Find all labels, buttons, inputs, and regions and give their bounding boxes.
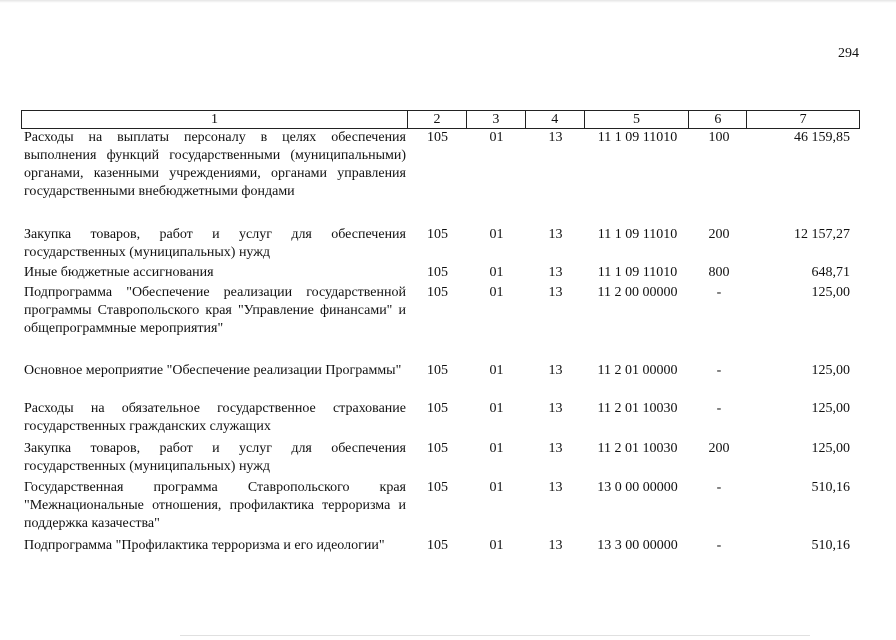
row-description: Подпрограмма "Профилактика терроризма и его идеологии"	[24, 538, 385, 553]
row-col-4: 13	[548, 227, 563, 242]
row-col-6: -	[716, 480, 722, 495]
row-col-3: 01	[489, 401, 504, 416]
header-col-5: 5	[585, 111, 690, 128]
row-col-6: 200	[708, 441, 730, 456]
row-description: Расходы на выплаты персоналу в целях обеспечения выполнения функций государственными (муниципальными) органами, казенными учреждениями, органами управления государственными внебюджетными фондами	[24, 130, 406, 199]
row-col-5: 13 0 00 00000	[597, 480, 678, 495]
table-row	[21, 400, 860, 436]
row-col-2: 105	[427, 363, 448, 378]
row-amount: 12 157,27	[794, 227, 850, 242]
row-col-2: 105	[427, 401, 448, 416]
header-col-2: 2	[408, 111, 467, 128]
row-col-3: 01	[489, 538, 504, 553]
row-description: Закупка товаров, работ и услуг для обеспечения государственных (муниципальных) нужд	[24, 441, 406, 474]
row-col-3: 01	[489, 480, 504, 495]
table-row	[21, 284, 860, 338]
header-col-4: 4	[526, 111, 585, 128]
row-amount: 125,00	[811, 363, 850, 378]
row-col-3: 01	[489, 265, 504, 280]
row-amount: 510,16	[811, 538, 850, 553]
header-col-6: 6	[689, 111, 747, 128]
header-col-1: 1	[22, 111, 408, 128]
page-number: 294	[838, 46, 859, 61]
row-col-3: 01	[489, 130, 504, 145]
row-col-5: 11 2 01 00000	[597, 363, 678, 378]
row-col-5: 11 2 01 10030	[597, 401, 678, 416]
scan-edge-bottom	[180, 635, 810, 636]
row-col-5: 11 2 01 10030	[597, 441, 678, 456]
row-col-6: -	[716, 538, 722, 553]
row-col-2: 105	[427, 480, 448, 495]
header-col-7: 7	[799, 112, 807, 127]
table-row	[21, 440, 860, 476]
table-row	[21, 362, 860, 380]
row-col-3: 01	[489, 285, 504, 300]
row-col-2: 105	[427, 441, 448, 456]
row-amount: 125,00	[811, 441, 850, 456]
table-row	[21, 537, 860, 555]
row-col-3: 01	[489, 441, 504, 456]
table-row	[21, 226, 860, 262]
row-col-6: 800	[708, 265, 730, 280]
row-description: Основное мероприятие "Обеспечение реализации Программы"	[24, 363, 402, 378]
row-description: Закупка товаров, работ и услуг для обеспечения государственных (муниципальных) нужд	[24, 227, 406, 260]
table-row	[21, 129, 860, 201]
row-col-5: 11 1 09 11010	[597, 227, 678, 242]
row-col-6: 200	[708, 227, 730, 242]
row-col-2: 105	[427, 538, 448, 553]
row-amount: 510,16	[811, 480, 850, 495]
row-col-5: 11 2 00 00000	[597, 285, 678, 300]
scan-edge-top	[0, 0, 896, 3]
row-col-5: 13 3 00 00000	[597, 538, 678, 553]
table-row	[21, 264, 860, 282]
row-col-2: 105	[427, 285, 448, 300]
row-col-4: 13	[548, 130, 563, 145]
row-col-3: 01	[489, 363, 504, 378]
row-amount: 125,00	[811, 401, 850, 416]
row-col-2: 105	[427, 265, 448, 280]
row-description: Расходы на обязательное государственное страхование государственных гражданских служащих	[24, 401, 406, 434]
row-col-4: 13	[548, 441, 563, 456]
row-description: Подпрограмма "Обеспечение реализации государственной программы Ставропольского края "Управление финансами" и общепрограммные мероприятия"	[24, 285, 406, 336]
row-col-4: 13	[548, 265, 563, 280]
row-col-4: 13	[548, 538, 563, 553]
row-col-4: 13	[548, 480, 563, 495]
row-col-4: 13	[548, 363, 563, 378]
row-description: Государственная программа Ставропольского края "Межнациональные отношения, профилактика терроризма и поддержка казачества"	[24, 480, 406, 531]
row-col-5: 11 1 09 11010	[597, 130, 678, 145]
row-col-6: -	[716, 285, 722, 300]
row-col-6: -	[716, 363, 722, 378]
row-col-3: 01	[489, 227, 504, 242]
row-amount: 125,00	[811, 285, 850, 300]
row-col-2: 105	[427, 130, 448, 145]
table-row	[21, 479, 860, 533]
table-header	[21, 110, 860, 129]
row-col-2: 105	[427, 227, 448, 242]
row-col-4: 13	[548, 285, 563, 300]
header-col-3: 3	[467, 111, 526, 128]
row-description: Иные бюджетные ассигнования	[24, 265, 214, 280]
row-col-6: -	[716, 401, 722, 416]
row-col-6: 100	[708, 130, 730, 145]
row-col-4: 13	[548, 401, 563, 416]
row-amount: 46 159,85	[794, 130, 850, 145]
row-col-5: 11 1 09 11010	[597, 265, 678, 280]
row-amount: 648,71	[811, 265, 850, 280]
